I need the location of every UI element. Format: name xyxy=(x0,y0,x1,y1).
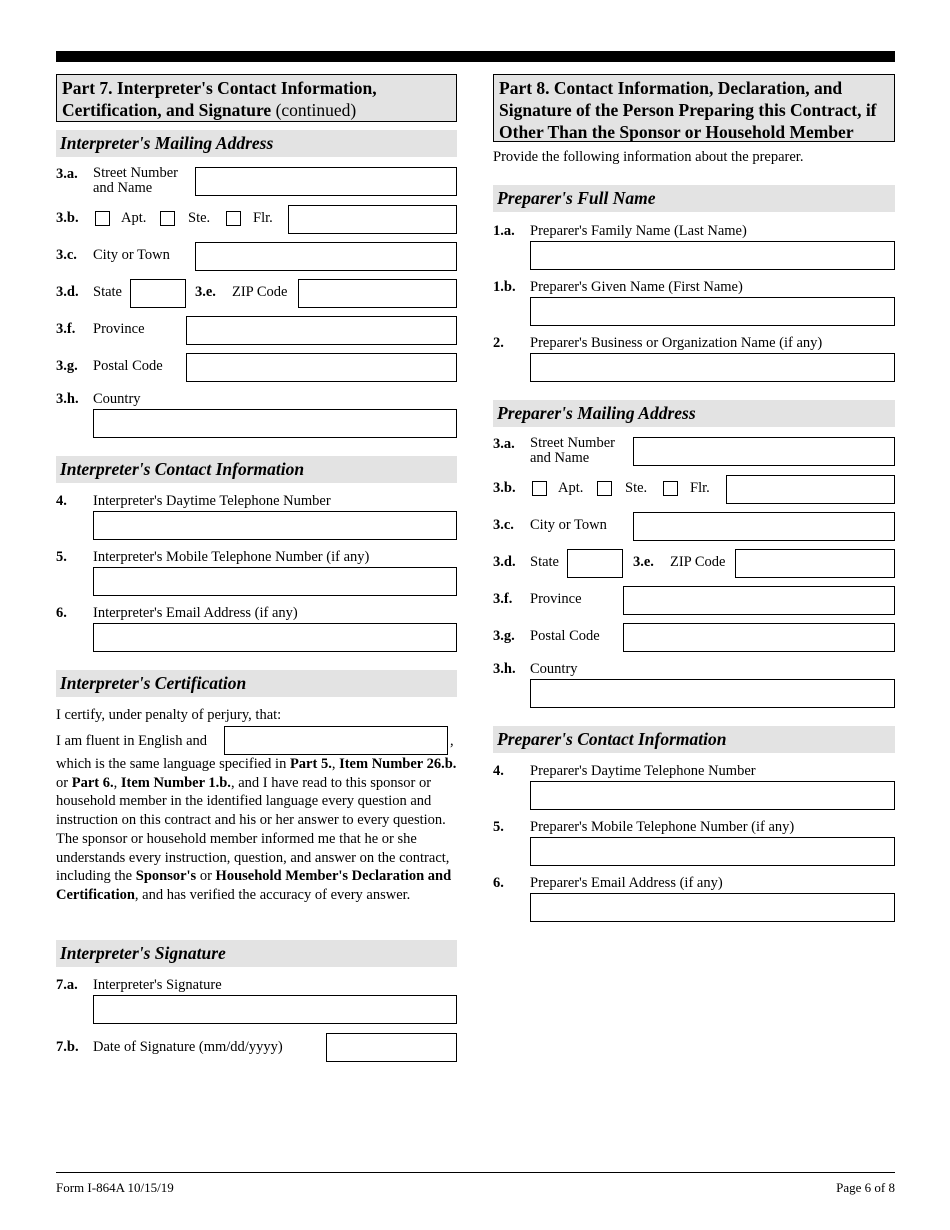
prep-state-input[interactable] xyxy=(567,549,623,578)
street-label: Street Number and Name xyxy=(530,435,615,466)
interp-state-zip-row xyxy=(56,278,457,310)
interp-day-phone-row xyxy=(56,493,457,543)
postal-label: Postal Code xyxy=(530,628,600,644)
item-number: 4. xyxy=(493,763,504,779)
business-label: Preparer's Business or Organization Name (if any) xyxy=(530,335,823,351)
ste-label: Ste. xyxy=(625,480,648,496)
cert-intro: I certify, under penalty of perjury, that: xyxy=(56,707,282,723)
date-label: Date of Signature (mm/dd/yyyy) xyxy=(93,1039,283,1055)
postal-label: Postal Code xyxy=(93,358,163,374)
ste-checkbox[interactable] xyxy=(597,481,612,496)
interp-date-row xyxy=(56,1033,457,1065)
zip-label: ZIP Code xyxy=(670,554,726,570)
ste-checkbox[interactable] xyxy=(160,211,175,226)
interp-mobile-row xyxy=(56,549,457,599)
item-number: 3.e. xyxy=(195,284,216,300)
interp-city-input[interactable] xyxy=(195,242,457,271)
apt-checkbox[interactable] xyxy=(95,211,110,226)
cert-paragraph: which is the same language specified in Part 5., Item Number 26.b. or Part 6., Item Number 1.b., and I have read to this sponsor or household member in the identified language every question and instruction on this contract and his or her answer to every question. The sponsor or household member informed me that he or she understands every instruction, question, and answer on the contract, including the Sponsor's or Household Member's Declaration and Certification, and has verified the accuracy of every answer. xyxy=(56,756,457,903)
day-phone-label: Interpreter's Daytime Telephone Number xyxy=(93,493,331,509)
item-number: 1.b. xyxy=(493,279,516,295)
apt-label: Apt. xyxy=(121,210,147,226)
item-number: 3.b. xyxy=(493,480,516,496)
cert-language-row xyxy=(56,726,457,756)
street-label: Street Number and Name xyxy=(93,165,178,196)
prep-business-input[interactable] xyxy=(530,353,895,382)
interp-country-row xyxy=(56,391,457,441)
prep-street-row xyxy=(493,436,895,468)
interp-state-input[interactable] xyxy=(130,279,186,308)
prep-mobile-row xyxy=(493,819,895,869)
flr-label: Flr. xyxy=(690,480,710,496)
ste-label: Ste. xyxy=(188,210,211,226)
prep-postal-input[interactable] xyxy=(623,623,895,652)
prep-mobile-input[interactable] xyxy=(530,837,895,866)
prep-apt-number-input[interactable] xyxy=(726,475,895,504)
interp-street-input[interactable] xyxy=(195,167,457,196)
interpreter-mailing-header: Interpreter's Mailing Address xyxy=(56,130,457,157)
preparer-mailing-header: Preparer's Mailing Address xyxy=(493,400,895,427)
item-number: 3.f. xyxy=(493,591,513,607)
interp-mobile-input[interactable] xyxy=(93,567,457,596)
interp-email-row xyxy=(56,605,457,655)
prep-family-row xyxy=(493,223,895,273)
email-label: Preparer's Email Address (if any) xyxy=(530,875,723,891)
province-label: Province xyxy=(530,591,582,607)
prep-state-zip-row xyxy=(493,548,895,580)
item-number: 2. xyxy=(493,335,504,351)
item-number: 1.a. xyxy=(493,223,515,239)
item-number: 3.f. xyxy=(56,321,76,337)
interp-city-row xyxy=(56,241,457,273)
prep-apt-row xyxy=(493,474,895,506)
interpreter-certification-header: Interpreter's Certification xyxy=(56,670,457,697)
country-label: Country xyxy=(93,391,141,407)
province-label: Province xyxy=(93,321,145,337)
item-number: 3.g. xyxy=(56,358,78,374)
interp-signature-row xyxy=(56,977,457,1027)
interpreter-contact-header: Interpreter's Contact Information xyxy=(56,456,457,483)
item-number: 7.b. xyxy=(56,1039,79,1055)
apt-label: Apt. xyxy=(558,480,584,496)
flr-checkbox[interactable] xyxy=(663,481,678,496)
prep-city-row xyxy=(493,511,895,543)
apt-checkbox[interactable] xyxy=(532,481,547,496)
prep-country-row xyxy=(493,661,895,711)
item-number: 7.a. xyxy=(56,977,78,993)
prep-postal-row xyxy=(493,622,895,654)
interp-province-row xyxy=(56,315,457,347)
interp-postal-input[interactable] xyxy=(186,353,457,382)
prep-given-input[interactable] xyxy=(530,297,895,326)
footer-rule xyxy=(56,1172,895,1173)
part-7-header xyxy=(56,74,457,122)
item-number: 3.d. xyxy=(493,554,516,570)
day-phone-label: Preparer's Daytime Telephone Number xyxy=(530,763,756,779)
interp-apt-number-input[interactable] xyxy=(288,205,457,234)
preparer-name-header: Preparer's Full Name xyxy=(493,185,895,212)
item-number: 3.b. xyxy=(56,210,79,226)
item-number: 3.c. xyxy=(493,517,514,533)
preparer-intro: Provide the following information about the preparer. xyxy=(493,149,804,165)
part-7-title: Part 7. Interpreter's Contact Information, Certification, and Signature xyxy=(62,78,377,120)
interp-province-input[interactable] xyxy=(186,316,457,345)
prep-email-input[interactable] xyxy=(530,893,895,922)
interp-day-phone-input[interactable] xyxy=(93,511,457,540)
interp-postal-row xyxy=(56,352,457,384)
signature-label: Interpreter's Signature xyxy=(93,977,222,993)
language-input[interactable] xyxy=(224,726,448,755)
flr-checkbox[interactable] xyxy=(226,211,241,226)
fluent-label: I am fluent in English and xyxy=(56,733,208,749)
city-label: City or Town xyxy=(93,247,170,263)
item-number: 3.c. xyxy=(56,247,77,263)
country-label: Country xyxy=(530,661,578,677)
interp-date-input[interactable] xyxy=(326,1033,457,1062)
item-number: 3.a. xyxy=(56,166,78,182)
page-number: Page 6 of 8 xyxy=(836,1180,895,1195)
state-label: State xyxy=(530,554,559,570)
preparer-contact-header: Preparer's Contact Information xyxy=(493,726,895,753)
item-number: 3.d. xyxy=(56,284,79,300)
email-label: Interpreter's Email Address (if any) xyxy=(93,605,298,621)
interp-country-input[interactable] xyxy=(93,409,457,438)
interp-street-row xyxy=(56,166,457,198)
prep-business-row xyxy=(493,335,895,385)
item-number: 6. xyxy=(493,875,504,891)
form-id: Form I-864A 10/15/19 xyxy=(56,1180,174,1195)
mobile-label: Interpreter's Mobile Telephone Number (if any) xyxy=(93,549,370,565)
prep-email-row xyxy=(493,875,895,925)
item-number: 5. xyxy=(56,549,67,565)
item-number: 3.h. xyxy=(56,391,79,407)
family-name-label: Preparer's Family Name (Last Name) xyxy=(530,223,747,239)
interp-apt-row xyxy=(56,204,457,236)
prep-street-input[interactable] xyxy=(633,437,895,466)
item-number: 3.h. xyxy=(493,661,516,677)
prep-day-phone-input[interactable] xyxy=(530,781,895,810)
city-label: City or Town xyxy=(530,517,607,533)
prep-day-phone-row xyxy=(493,763,895,813)
item-number: 5. xyxy=(493,819,504,835)
prep-province-input[interactable] xyxy=(623,586,895,615)
interp-signature-input[interactable] xyxy=(93,995,457,1024)
item-number: 6. xyxy=(56,605,67,621)
item-number: 3.a. xyxy=(493,436,515,452)
item-number: 3.g. xyxy=(493,628,515,644)
top-rule xyxy=(56,51,895,62)
zip-label: ZIP Code xyxy=(232,284,288,300)
comma: , xyxy=(450,733,454,749)
item-number: 4. xyxy=(56,493,67,509)
prep-city-input[interactable] xyxy=(633,512,895,541)
part-7-continued: (continued) xyxy=(271,100,357,120)
state-label: State xyxy=(93,284,122,300)
given-name-label: Preparer's Given Name (First Name) xyxy=(530,279,743,295)
prep-province-row xyxy=(493,585,895,617)
interp-zip-input[interactable] xyxy=(298,279,457,308)
flr-label: Flr. xyxy=(253,210,273,226)
prep-country-input[interactable] xyxy=(530,679,895,708)
item-number: 3.e. xyxy=(633,554,654,570)
prep-family-input[interactable] xyxy=(530,241,895,270)
part-8-header: Part 8. Contact Information, Declaration, and Signature of the Person Preparing this Contract, if Other Than the Sponsor or Household Member xyxy=(493,74,895,142)
prep-zip-input[interactable] xyxy=(735,549,895,578)
mobile-label: Preparer's Mobile Telephone Number (if any) xyxy=(530,819,795,835)
prep-given-row xyxy=(493,279,895,329)
interp-email-input[interactable] xyxy=(93,623,457,652)
interpreter-signature-header: Interpreter's Signature xyxy=(56,940,457,967)
